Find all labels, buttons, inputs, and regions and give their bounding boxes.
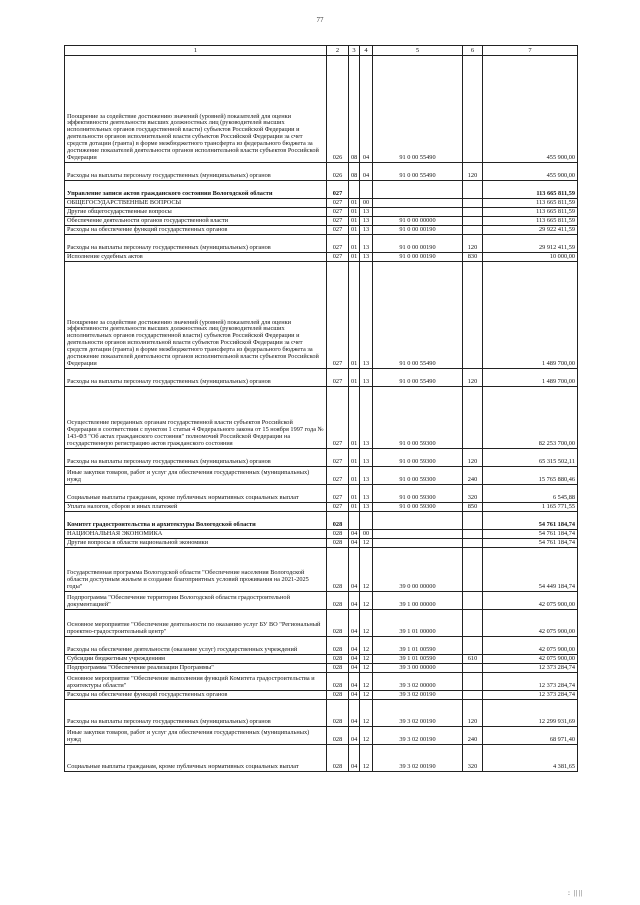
code-cell: 028: [327, 512, 349, 530]
code-cell: 04: [349, 664, 360, 673]
code-cell: 91 0 00 59300: [373, 485, 463, 503]
header-cell: 2: [327, 46, 349, 56]
table-row: [65, 253, 578, 262]
table-row: [65, 387, 578, 449]
code-cell: [349, 512, 360, 530]
code-cell: 240: [463, 727, 483, 745]
code-cell: 91 0 00 00190: [373, 253, 463, 262]
row-name-cell: ОБЩЕГОСУДАРСТВЕННЫЕ ВОПРОСЫ: [65, 199, 327, 208]
code-cell: 04: [349, 530, 360, 539]
table-row: [65, 727, 578, 745]
code-cell: [373, 181, 463, 199]
code-cell: 01: [349, 369, 360, 387]
code-cell: 04: [349, 610, 360, 637]
code-cell: 120: [463, 235, 483, 253]
code-cell: [463, 664, 483, 673]
code-cell: [463, 387, 483, 449]
row-name-cell: Основное мероприятие "Обеспечение деятельности по оказанию услуг БУ ВО "Региональный проектно-градостроительный центр": [65, 610, 327, 637]
code-cell: 01: [349, 449, 360, 467]
code-cell: [360, 512, 373, 530]
code-cell: 120: [463, 449, 483, 467]
code-cell: 120: [463, 163, 483, 181]
code-cell: [463, 637, 483, 655]
code-cell: 028: [327, 664, 349, 673]
row-name-cell: Поощрение за содействие достижению значений (уровней) показателей для оценки эффективности деятельности высших должностных лиц (руководителей высших исполнительных органов государственной власти) субъектов Российской Федерации и деятельности органов исполнительной власти субъектов Российской Федерации за счет средств дотации (гранта) в форме межбюджетного трансферта из федерального бюджета за достижение показателей деятельности органов исполнительной власти субъектов Российской Федерации: [65, 56, 327, 163]
row-name-cell: Расходы на обеспечение деятельности (оказание услуг) государственных учреждений: [65, 637, 327, 655]
code-cell: 028: [327, 539, 349, 548]
code-cell: 850: [463, 503, 483, 512]
code-cell: 027: [327, 199, 349, 208]
row-name-cell: Исполнение судебных актов: [65, 253, 327, 262]
code-cell: 00: [360, 530, 373, 539]
row-name-cell: Расходы на выплаты персоналу государственных (муниципальных) органов: [65, 700, 327, 727]
code-cell: 91 0 00 55490: [373, 56, 463, 163]
header-cell: 3: [349, 46, 360, 56]
code-cell: 01: [349, 467, 360, 485]
row-name-cell: Субсидии бюджетным учреждениям: [65, 655, 327, 664]
code-cell: 028: [327, 745, 349, 772]
code-cell: 027: [327, 181, 349, 199]
code-cell: [373, 539, 463, 548]
table-row: [65, 56, 578, 163]
code-cell: 91 0 00 55490: [373, 369, 463, 387]
code-cell: 91 0 00 55490: [373, 262, 463, 369]
code-cell: 027: [327, 387, 349, 449]
table-row: [65, 262, 578, 369]
code-cell: [463, 512, 483, 530]
code-cell: 39 1 01 00000: [373, 610, 463, 637]
amount-cell: 42 075 900,00: [483, 610, 578, 637]
code-cell: 027: [327, 449, 349, 467]
row-name-cell: Комитет градостроительства и архитектуры Вологодской области: [65, 512, 327, 530]
code-cell: 04: [349, 539, 360, 548]
code-cell: 04: [349, 691, 360, 700]
header-cell: 1: [65, 46, 327, 56]
table-row: [65, 208, 578, 217]
code-cell: 39 1 01 00590: [373, 655, 463, 664]
code-cell: 91 0 00 59300: [373, 503, 463, 512]
code-cell: 027: [327, 235, 349, 253]
code-cell: 39 3 02 00190: [373, 691, 463, 700]
code-cell: 027: [327, 208, 349, 217]
code-cell: [373, 512, 463, 530]
table-row: [65, 512, 578, 530]
table-row: [65, 592, 578, 610]
code-cell: 028: [327, 637, 349, 655]
code-cell: [360, 181, 373, 199]
code-cell: 028: [327, 700, 349, 727]
amount-cell: 54 449 184,74: [483, 548, 578, 592]
table-row: [65, 485, 578, 503]
amount-cell: 12 373 284,74: [483, 691, 578, 700]
code-cell: 12: [360, 548, 373, 592]
table-row: [65, 691, 578, 700]
code-cell: 027: [327, 485, 349, 503]
amount-cell: 68 971,40: [483, 727, 578, 745]
code-cell: 12: [360, 745, 373, 772]
amount-cell: 12 373 284,74: [483, 664, 578, 673]
code-cell: 13: [360, 262, 373, 369]
code-cell: 027: [327, 226, 349, 235]
header-cell: 5: [373, 46, 463, 56]
code-cell: 91 0 00 00000: [373, 217, 463, 226]
amount-cell: 10 000,00: [483, 253, 578, 262]
code-cell: 01: [349, 208, 360, 217]
table-row: [65, 539, 578, 548]
table-row: [65, 503, 578, 512]
code-cell: [463, 208, 483, 217]
code-cell: 01: [349, 503, 360, 512]
code-cell: 320: [463, 485, 483, 503]
row-name-cell: Подпрограмма "Обеспечение территории Вологодской области градостроительной документацией": [65, 592, 327, 610]
budget-table: [64, 45, 578, 772]
code-cell: 028: [327, 610, 349, 637]
amount-cell: 1 489 700,00: [483, 369, 578, 387]
code-cell: [373, 199, 463, 208]
row-name-cell: Уплата налогов, сборов и иных платежей: [65, 503, 327, 512]
code-cell: [373, 530, 463, 539]
code-cell: [463, 217, 483, 226]
footer-mark: : ||||: [568, 889, 584, 897]
amount-cell: 42 075 900,00: [483, 655, 578, 664]
code-cell: 01: [349, 226, 360, 235]
table-row: [65, 530, 578, 539]
code-cell: 027: [327, 467, 349, 485]
table-row: [65, 181, 578, 199]
row-name-cell: Другие вопросы в области национальной экономики: [65, 539, 327, 548]
code-cell: 39 3 00 00000: [373, 664, 463, 673]
amount-cell: 29 912 411,59: [483, 235, 578, 253]
code-cell: 13: [360, 369, 373, 387]
code-cell: 39 3 02 00190: [373, 727, 463, 745]
table-row: [65, 548, 578, 592]
code-cell: 13: [360, 217, 373, 226]
code-cell: 39 0 00 00000: [373, 548, 463, 592]
amount-cell: 6 545,88: [483, 485, 578, 503]
code-cell: 13: [360, 235, 373, 253]
row-name-cell: Социальные выплаты гражданам, кроме публичных нормативных социальных выплат: [65, 745, 327, 772]
code-cell: 04: [349, 548, 360, 592]
row-name-cell: Расходы на выплаты персоналу государственных (муниципальных) органов: [65, 235, 327, 253]
code-cell: 320: [463, 745, 483, 772]
code-cell: 91 0 00 55490: [373, 163, 463, 181]
code-cell: 91 0 00 00190: [373, 226, 463, 235]
table-row: [65, 226, 578, 235]
amount-cell: 54 761 184,74: [483, 539, 578, 548]
code-cell: [463, 673, 483, 691]
code-cell: 027: [327, 217, 349, 226]
code-cell: 91 0 00 59300: [373, 449, 463, 467]
table-row: [65, 673, 578, 691]
amount-cell: 54 761 184,74: [483, 512, 578, 530]
code-cell: 04: [349, 637, 360, 655]
code-cell: 39 1 01 00590: [373, 637, 463, 655]
code-cell: [463, 56, 483, 163]
amount-cell: 1 165 771,55: [483, 503, 578, 512]
amount-cell: 12 299 931,69: [483, 700, 578, 727]
code-cell: 39 3 02 00190: [373, 700, 463, 727]
amount-cell: 4 381,65: [483, 745, 578, 772]
row-name-cell: Иные закупки товаров, работ и услуг для обеспечения государственных (муниципальных) нужд: [65, 467, 327, 485]
code-cell: 13: [360, 485, 373, 503]
code-cell: 01: [349, 199, 360, 208]
code-cell: 13: [360, 226, 373, 235]
row-name-cell: Расходы на выплаты персоналу государственных (муниципальных) органов: [65, 449, 327, 467]
code-cell: 04: [349, 673, 360, 691]
code-cell: 04: [349, 727, 360, 745]
code-cell: 01: [349, 485, 360, 503]
code-cell: [463, 181, 483, 199]
code-cell: 120: [463, 700, 483, 727]
table-row: [65, 655, 578, 664]
code-cell: [463, 199, 483, 208]
amount-cell: 54 761 184,74: [483, 530, 578, 539]
code-cell: 01: [349, 235, 360, 253]
code-cell: 027: [327, 503, 349, 512]
code-cell: 01: [349, 217, 360, 226]
code-cell: 13: [360, 253, 373, 262]
row-name-cell: Основное мероприятие "Обеспечение выполнения функций Комитета градостроительства и архитектуры области": [65, 673, 327, 691]
code-cell: 01: [349, 262, 360, 369]
code-cell: [373, 208, 463, 217]
row-name-cell: НАЦИОНАЛЬНАЯ ЭКОНОМИКА: [65, 530, 327, 539]
amount-cell: 113 665 811,59: [483, 181, 578, 199]
code-cell: 08: [349, 56, 360, 163]
code-cell: 04: [349, 745, 360, 772]
code-cell: 028: [327, 727, 349, 745]
code-cell: [463, 592, 483, 610]
code-cell: 13: [360, 503, 373, 512]
code-cell: 04: [360, 163, 373, 181]
header-cell: 4: [360, 46, 373, 56]
row-name-cell: Управление записи актов гражданского состояния Вологодской области: [65, 181, 327, 199]
amount-cell: 82 253 700,00: [483, 387, 578, 449]
header-cell: 6: [463, 46, 483, 56]
code-cell: 830: [463, 253, 483, 262]
code-cell: 91 0 00 59300: [373, 467, 463, 485]
row-name-cell: Расходы на обеспечение функций государственных органов: [65, 226, 327, 235]
code-cell: 04: [349, 655, 360, 664]
code-cell: 028: [327, 530, 349, 539]
code-cell: [463, 610, 483, 637]
amount-cell: 455 900,00: [483, 163, 578, 181]
code-cell: 13: [360, 387, 373, 449]
code-cell: 028: [327, 673, 349, 691]
code-cell: 13: [360, 467, 373, 485]
amount-cell: 15 765 880,46: [483, 467, 578, 485]
table-row: [65, 664, 578, 673]
code-cell: 610: [463, 655, 483, 664]
code-cell: 028: [327, 655, 349, 664]
code-cell: 00: [360, 199, 373, 208]
table-row: [65, 199, 578, 208]
code-cell: 04: [349, 592, 360, 610]
amount-cell: 12 373 284,74: [483, 673, 578, 691]
code-cell: 12: [360, 592, 373, 610]
code-cell: 91 0 00 00190: [373, 235, 463, 253]
code-cell: 027: [327, 253, 349, 262]
code-cell: 028: [327, 548, 349, 592]
code-cell: 12: [360, 610, 373, 637]
amount-cell: 113 665 811,59: [483, 199, 578, 208]
code-cell: 12: [360, 700, 373, 727]
page-number: 77: [316, 16, 324, 24]
code-cell: [463, 691, 483, 700]
table-header-row: [65, 46, 578, 56]
code-cell: 120: [463, 369, 483, 387]
amount-cell: 455 900,00: [483, 56, 578, 163]
amount-cell: 42 075 900,00: [483, 637, 578, 655]
row-name-cell: Расходы на выплаты персоналу государственных (муниципальных) органов: [65, 369, 327, 387]
code-cell: 04: [349, 700, 360, 727]
table-row: [65, 700, 578, 727]
amount-cell: 42 075 900,00: [483, 592, 578, 610]
code-cell: 12: [360, 637, 373, 655]
code-cell: 12: [360, 539, 373, 548]
code-cell: 13: [360, 449, 373, 467]
code-cell: 04: [360, 56, 373, 163]
code-cell: 027: [327, 369, 349, 387]
table-row: [65, 745, 578, 772]
table-body: [65, 56, 578, 772]
code-cell: 028: [327, 691, 349, 700]
amount-cell: 65 315 502,11: [483, 449, 578, 467]
table-row: [65, 449, 578, 467]
code-cell: 08: [349, 163, 360, 181]
table-row: [65, 637, 578, 655]
code-cell: 12: [360, 727, 373, 745]
code-cell: 026: [327, 56, 349, 163]
code-cell: 12: [360, 673, 373, 691]
code-cell: 12: [360, 664, 373, 673]
code-cell: 01: [349, 387, 360, 449]
table-row: [65, 610, 578, 637]
amount-cell: 29 922 411,59: [483, 226, 578, 235]
header-cell: 7: [483, 46, 578, 56]
table-row: [65, 163, 578, 181]
row-name-cell: Подпрограмма "Обеспечение реализации Программы": [65, 664, 327, 673]
code-cell: [463, 262, 483, 369]
code-cell: 027: [327, 262, 349, 369]
code-cell: [463, 539, 483, 548]
table-row: [65, 369, 578, 387]
amount-cell: 1 489 700,00: [483, 262, 578, 369]
row-name-cell: Осуществление переданных органам государственной власти субъектов Российской Федерации в соответствии с пунктом 1 статьи 4 Федерального закона от 15 ноября 1997 года № 143-ФЗ "Об актах гражданского состояния" полномочий Российской Федерации на государственную регистрацию актов гражданского состояния: [65, 387, 327, 449]
code-cell: 91 0 00 59300: [373, 387, 463, 449]
row-name-cell: Социальные выплаты гражданам, кроме публичных нормативных социальных выплат: [65, 485, 327, 503]
table-row: [65, 467, 578, 485]
table-row: [65, 235, 578, 253]
table-row: [65, 217, 578, 226]
row-name-cell: Расходы на выплаты персоналу государственных (муниципальных) органов: [65, 163, 327, 181]
code-cell: 01: [349, 253, 360, 262]
code-cell: 13: [360, 208, 373, 217]
row-name-cell: Государственная программа Вологодской области "Обеспечение населения Вологодской области доступным жильем и создание благоприятных условий проживания на 2021-2025 годы": [65, 548, 327, 592]
code-cell: [349, 181, 360, 199]
row-name-cell: Другие общегосударственные вопросы: [65, 208, 327, 217]
code-cell: 240: [463, 467, 483, 485]
row-name-cell: Расходы на обеспечение функций государственных органов: [65, 691, 327, 700]
code-cell: 39 3 02 00190: [373, 745, 463, 772]
code-cell: 12: [360, 655, 373, 664]
code-cell: 39 1 00 00000: [373, 592, 463, 610]
code-cell: 39 3 02 00000: [373, 673, 463, 691]
code-cell: [463, 530, 483, 539]
code-cell: 026: [327, 163, 349, 181]
code-cell: 028: [327, 592, 349, 610]
code-cell: [463, 548, 483, 592]
row-name-cell: Иные закупки товаров, работ и услуг для обеспечения государственных (муниципальных) нужд: [65, 727, 327, 745]
row-name-cell: Поощрение за содействие достижению значений (уровней) показателей для оценки эффективности деятельности высших должностных лиц (руководителей высших исполнительных органов государственной власти) субъектов Российской Федерации и деятельности органов исполнительной власти субъектов Российской Федерации за счет средств дотации (гранта) в форме межбюджетного трансферта из федерального бюджета за достижение показателей деятельности органов исполнительной власти субъектов Российской Федерации: [65, 262, 327, 369]
row-name-cell: Обеспечение деятельности органов государственной власти: [65, 217, 327, 226]
amount-cell: 113 665 811,59: [483, 217, 578, 226]
code-cell: [463, 226, 483, 235]
code-cell: 12: [360, 691, 373, 700]
amount-cell: 113 665 811,59: [483, 208, 578, 217]
